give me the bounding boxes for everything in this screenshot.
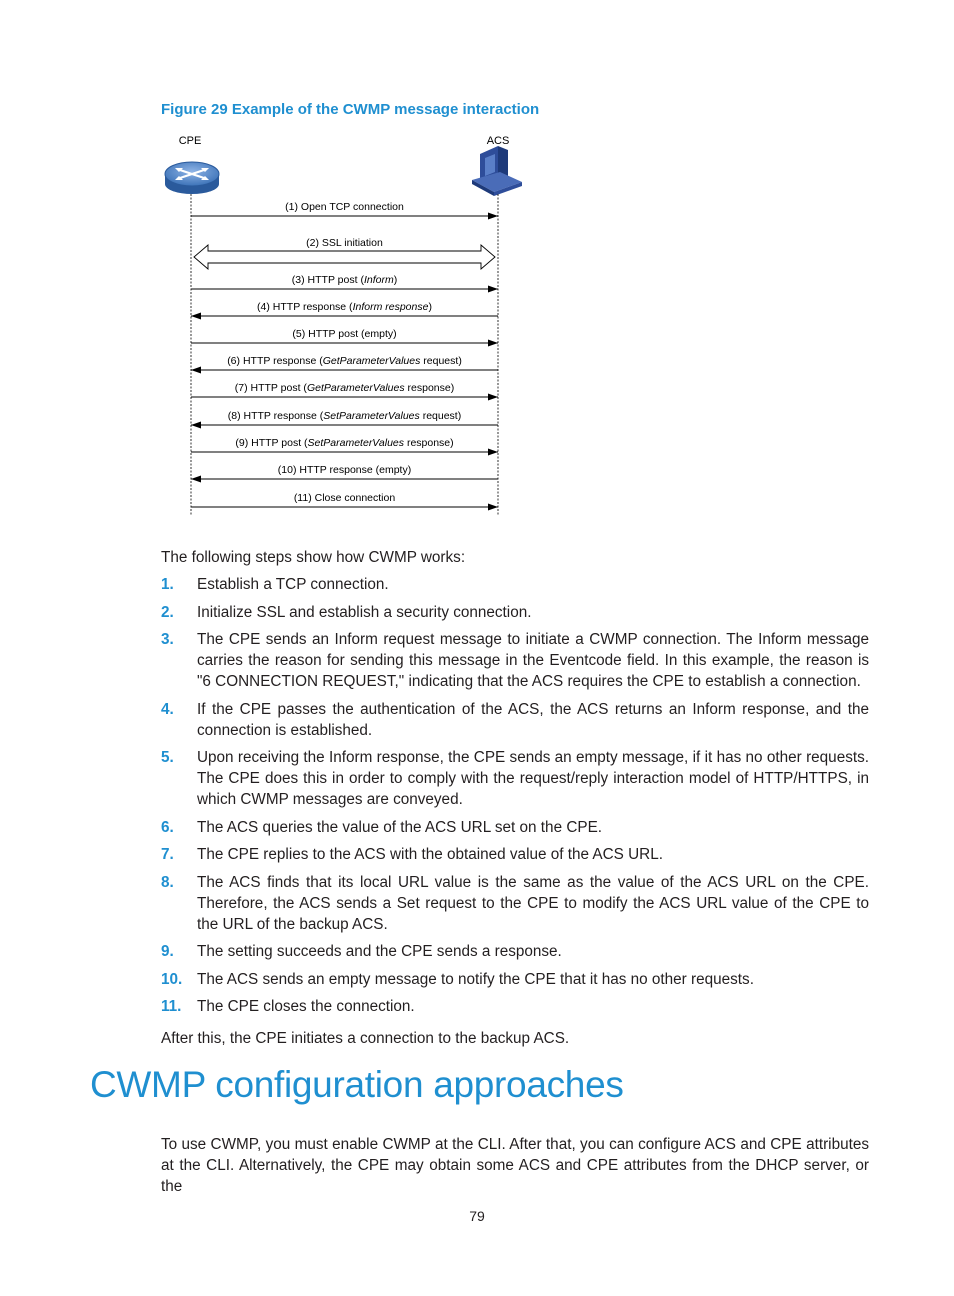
message-label bbox=[306, 237, 383, 249]
message-text: Open TCP connection bbox=[297, 201, 404, 213]
step-item bbox=[161, 817, 869, 838]
step-number: 11. bbox=[161, 998, 182, 1015]
message-text: response) bbox=[404, 382, 455, 394]
message-text: HTTP response (empty) bbox=[296, 464, 412, 476]
message-text: SSL initiation bbox=[319, 237, 383, 249]
step-number: 1. bbox=[161, 576, 174, 593]
step-number: 10. bbox=[161, 970, 183, 988]
message-number: (3) bbox=[291, 274, 305, 286]
step-text: Upon receiving the Inform response, the CPE sends an empty message, if it has no other requests. The CPE does this in order to comply with the request/reply interaction model of HTTP/HTTPS, in which CWMP messages are conveyed. bbox=[197, 749, 869, 808]
message-text: HTTP post ( bbox=[304, 274, 364, 286]
step-number: 7. bbox=[161, 846, 174, 863]
message-arrow bbox=[191, 464, 498, 483]
step-number: 9. bbox=[161, 943, 174, 960]
step-item bbox=[161, 872, 869, 935]
step-text: The ACS queries the value of the ACS URL set on the CPE. bbox=[197, 818, 603, 836]
cwmp-sequence-diagram bbox=[150, 128, 550, 520]
message-number: (5) bbox=[292, 328, 306, 340]
step-item bbox=[161, 941, 869, 962]
message-number: (2) bbox=[306, 237, 320, 249]
step-number: 5. bbox=[161, 749, 174, 766]
step-text: Establish a TCP connection. bbox=[197, 576, 389, 593]
message-text: Inform response bbox=[352, 301, 429, 313]
message-number: (9) bbox=[235, 437, 249, 449]
message-label bbox=[285, 201, 404, 213]
steps-outro: After this, the CPE initiates a connection to the backup ACS. bbox=[161, 1030, 570, 1047]
message-arrow bbox=[191, 492, 498, 511]
steps-intro: The following steps show how CWMP works: bbox=[161, 549, 466, 566]
message-arrow bbox=[194, 237, 495, 269]
message-number: (6) bbox=[227, 355, 241, 367]
message-text: Inform bbox=[363, 274, 394, 286]
message-text: HTTP response ( bbox=[240, 355, 323, 367]
message-number: (11) bbox=[293, 492, 312, 504]
step-number: 2. bbox=[161, 603, 174, 621]
step-text: If the CPE passes the authentication of the ACS, the ACS returns an Inform response, and the connection is established. bbox=[197, 700, 869, 739]
step-item bbox=[161, 602, 869, 623]
message-text: HTTP response ( bbox=[269, 301, 353, 313]
message-label bbox=[294, 492, 396, 504]
message-arrow bbox=[191, 301, 498, 320]
message-text: SetParameterValues bbox=[323, 410, 420, 422]
message-label bbox=[257, 301, 432, 313]
message-label bbox=[235, 382, 454, 394]
message-text: HTTP post ( bbox=[248, 437, 308, 449]
message-text: ) bbox=[393, 274, 398, 286]
step-text: The CPE sends an Inform request message to initiate a CWMP connection. The Inform message carries the reason for sending this message in the Eventcode field. In this example, the reason is "6 CONNECTION REQUEST," indicating that the ACS requires the CPE to establish a connection. bbox=[197, 631, 869, 690]
message-text: GetParameterValues bbox=[306, 382, 405, 394]
figure-caption: Figure 29 Example of the CWMP message interaction bbox=[161, 101, 540, 118]
cpe-label: CPE bbox=[178, 135, 202, 147]
step-text: The setting succeeds and the CPE sends a response. bbox=[197, 943, 562, 960]
message-label bbox=[292, 274, 397, 286]
message-text: Close connection bbox=[311, 492, 396, 504]
step-number: 3. bbox=[161, 631, 174, 648]
steps-list bbox=[161, 574, 869, 1024]
step-number: 6. bbox=[161, 818, 174, 836]
message-number: (7) bbox=[234, 382, 248, 394]
message-label bbox=[292, 328, 396, 340]
step-item bbox=[161, 629, 869, 692]
message-number: (8) bbox=[227, 410, 241, 422]
message-label bbox=[235, 437, 453, 449]
message-text: ) bbox=[428, 301, 432, 313]
step-item bbox=[161, 699, 869, 741]
message-label bbox=[278, 464, 411, 476]
message-arrow bbox=[191, 328, 498, 347]
message-label bbox=[228, 410, 461, 422]
step-item bbox=[161, 996, 869, 1017]
message-text: request) bbox=[419, 410, 462, 422]
step-text: Initialize SSL and establish a security connection. bbox=[197, 603, 532, 621]
step-item bbox=[161, 747, 869, 810]
step-number: 8. bbox=[161, 873, 174, 891]
step-item bbox=[161, 574, 869, 595]
message-arrow bbox=[191, 382, 498, 401]
message-arrow bbox=[191, 201, 498, 220]
step-item bbox=[161, 844, 869, 865]
message-text: request) bbox=[420, 355, 462, 367]
step-text: The CPE replies to the ACS with the obtained value of the ACS URL. bbox=[197, 846, 663, 863]
message-text: GetParameterValues bbox=[322, 355, 421, 367]
message-arrow bbox=[191, 274, 498, 293]
message-number: (1) bbox=[285, 201, 298, 213]
message-arrow bbox=[191, 437, 498, 456]
step-item bbox=[161, 969, 869, 990]
acs-label: ACS bbox=[486, 135, 510, 147]
step-number: 4. bbox=[161, 700, 174, 718]
message-arrow bbox=[191, 355, 498, 374]
message-number: (10) bbox=[277, 464, 297, 476]
message-text: HTTP post (empty) bbox=[305, 328, 397, 340]
step-text: The CPE closes the connection. bbox=[197, 998, 415, 1015]
message-text: response) bbox=[404, 437, 454, 449]
body-paragraph: To use CWMP, you must enable CWMP at the CLI. After that, you can configure ACS and CPE attributes at the CLI. Alternatively, the CPE may obtain some ACS and CPE attributes from the DHCP server, or the bbox=[161, 1136, 869, 1195]
message-number: (4) bbox=[257, 301, 270, 313]
message-text: SetParameterValues bbox=[307, 437, 405, 449]
section-heading: CWMP configuration approaches bbox=[90, 1064, 624, 1105]
page-number: 79 bbox=[469, 1208, 485, 1224]
message-arrow bbox=[191, 410, 498, 429]
message-text: HTTP response ( bbox=[240, 410, 324, 422]
step-text: The ACS finds that its local URL value is the same as the value of the ACS URL on the CPE. Therefore, the ACS sends a Set request to the CPE to modify the ACS URL value of the CPE to the URL of the backup ACS. bbox=[197, 873, 869, 933]
message-label bbox=[227, 355, 462, 367]
step-text: The ACS sends an empty message to notify the CPE that it has no other requests. bbox=[197, 970, 754, 988]
server-pc-icon bbox=[472, 146, 522, 196]
router-icon bbox=[165, 162, 219, 194]
message-text: HTTP post ( bbox=[247, 382, 307, 394]
